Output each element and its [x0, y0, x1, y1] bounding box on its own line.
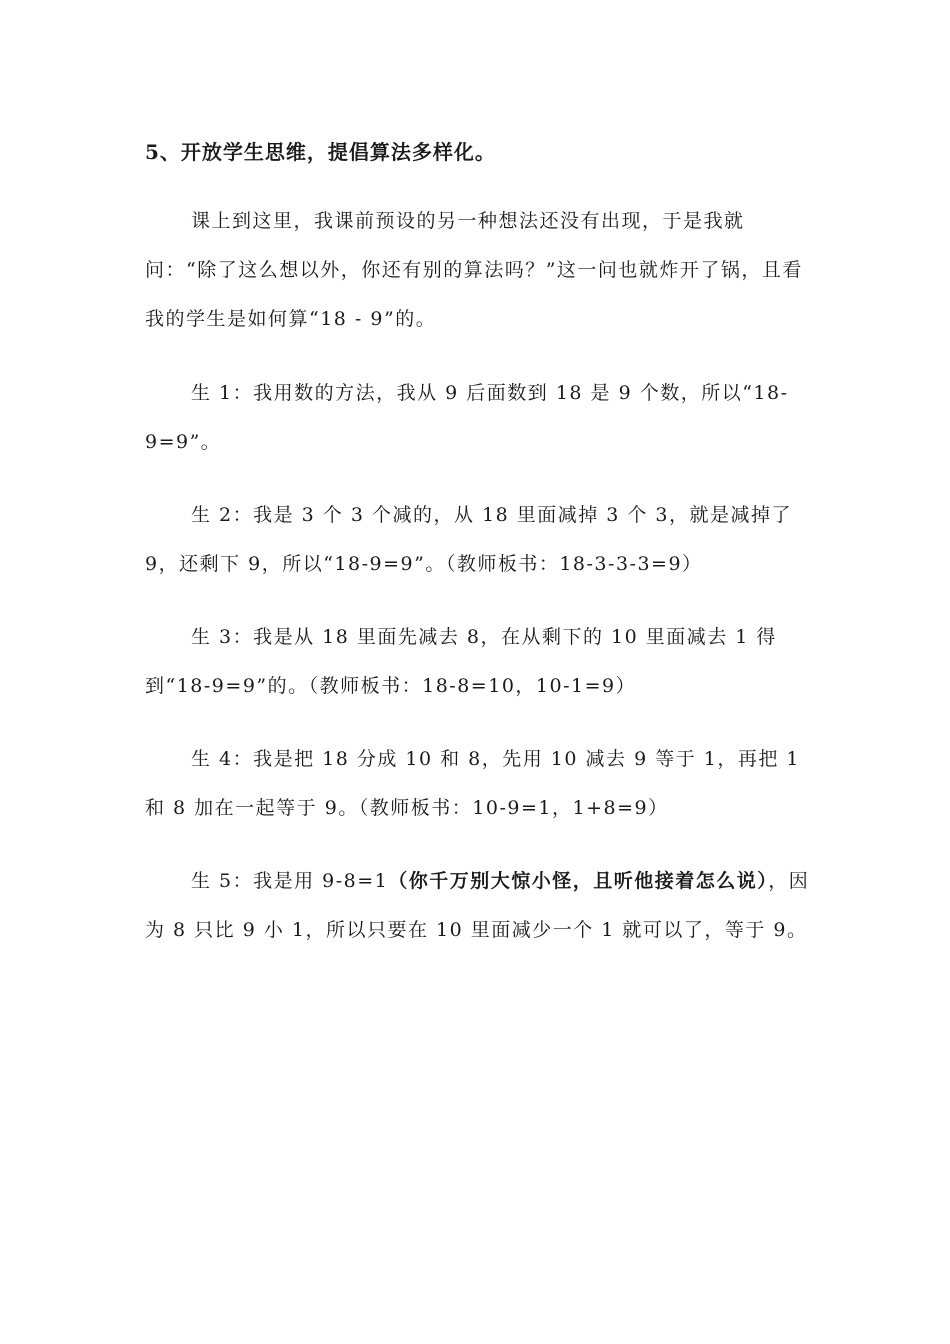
student-5-text-start: 生 5：我是用 9-8=1 [191, 870, 389, 892]
intro-paragraph: 课上到这里，我课前预设的另一种想法还没有出现，于是我就问：“除了这么想以外，你还有别的算法吗？”这一问也就炸开了锅，且看我的学生是如何算“18 - 9”的。 [145, 210, 803, 330]
student-2-paragraph: 生 2：我是 3 个 3 个减的，从 18 里面减掉 3 个 3，就是减掉了 9，还剩下 9，所以“18-9=9”。（教师板书：18-3-3-3=9） [145, 504, 793, 575]
section-heading: 5、开放学生思维，提倡算法多样化。 [145, 140, 496, 164]
student-5-text-end: ，因为 8 只比 9 小 1，所以只要在 10 里面减少一个 1 就可以了，等于 9。 [145, 870, 810, 941]
student-5-paragraph [145, 857, 813, 955]
student-3-paragraph: 生 3：我是从 18 里面先减去 8，在从剩下的 10 里面减去 1 得到“18-9=9”的。（教师板书：18-8=10，10-1=9） [145, 626, 777, 697]
student-1-paragraph: 生 1：我用数的方法，我从 9 后面数到 18 是 9 个数，所以“18-9=9”。 [145, 382, 789, 453]
teacher-aside-bold: （你千万别大惊小怪，且听他接着怎么说） [388, 870, 769, 892]
student-4-paragraph: 生 4：我是把 18 分成 10 和 8，先用 10 减去 9 等于 1，再把 1 和 8 加在一起等于 9。（教师板书：10-9=1，1+8=9） [145, 748, 800, 819]
